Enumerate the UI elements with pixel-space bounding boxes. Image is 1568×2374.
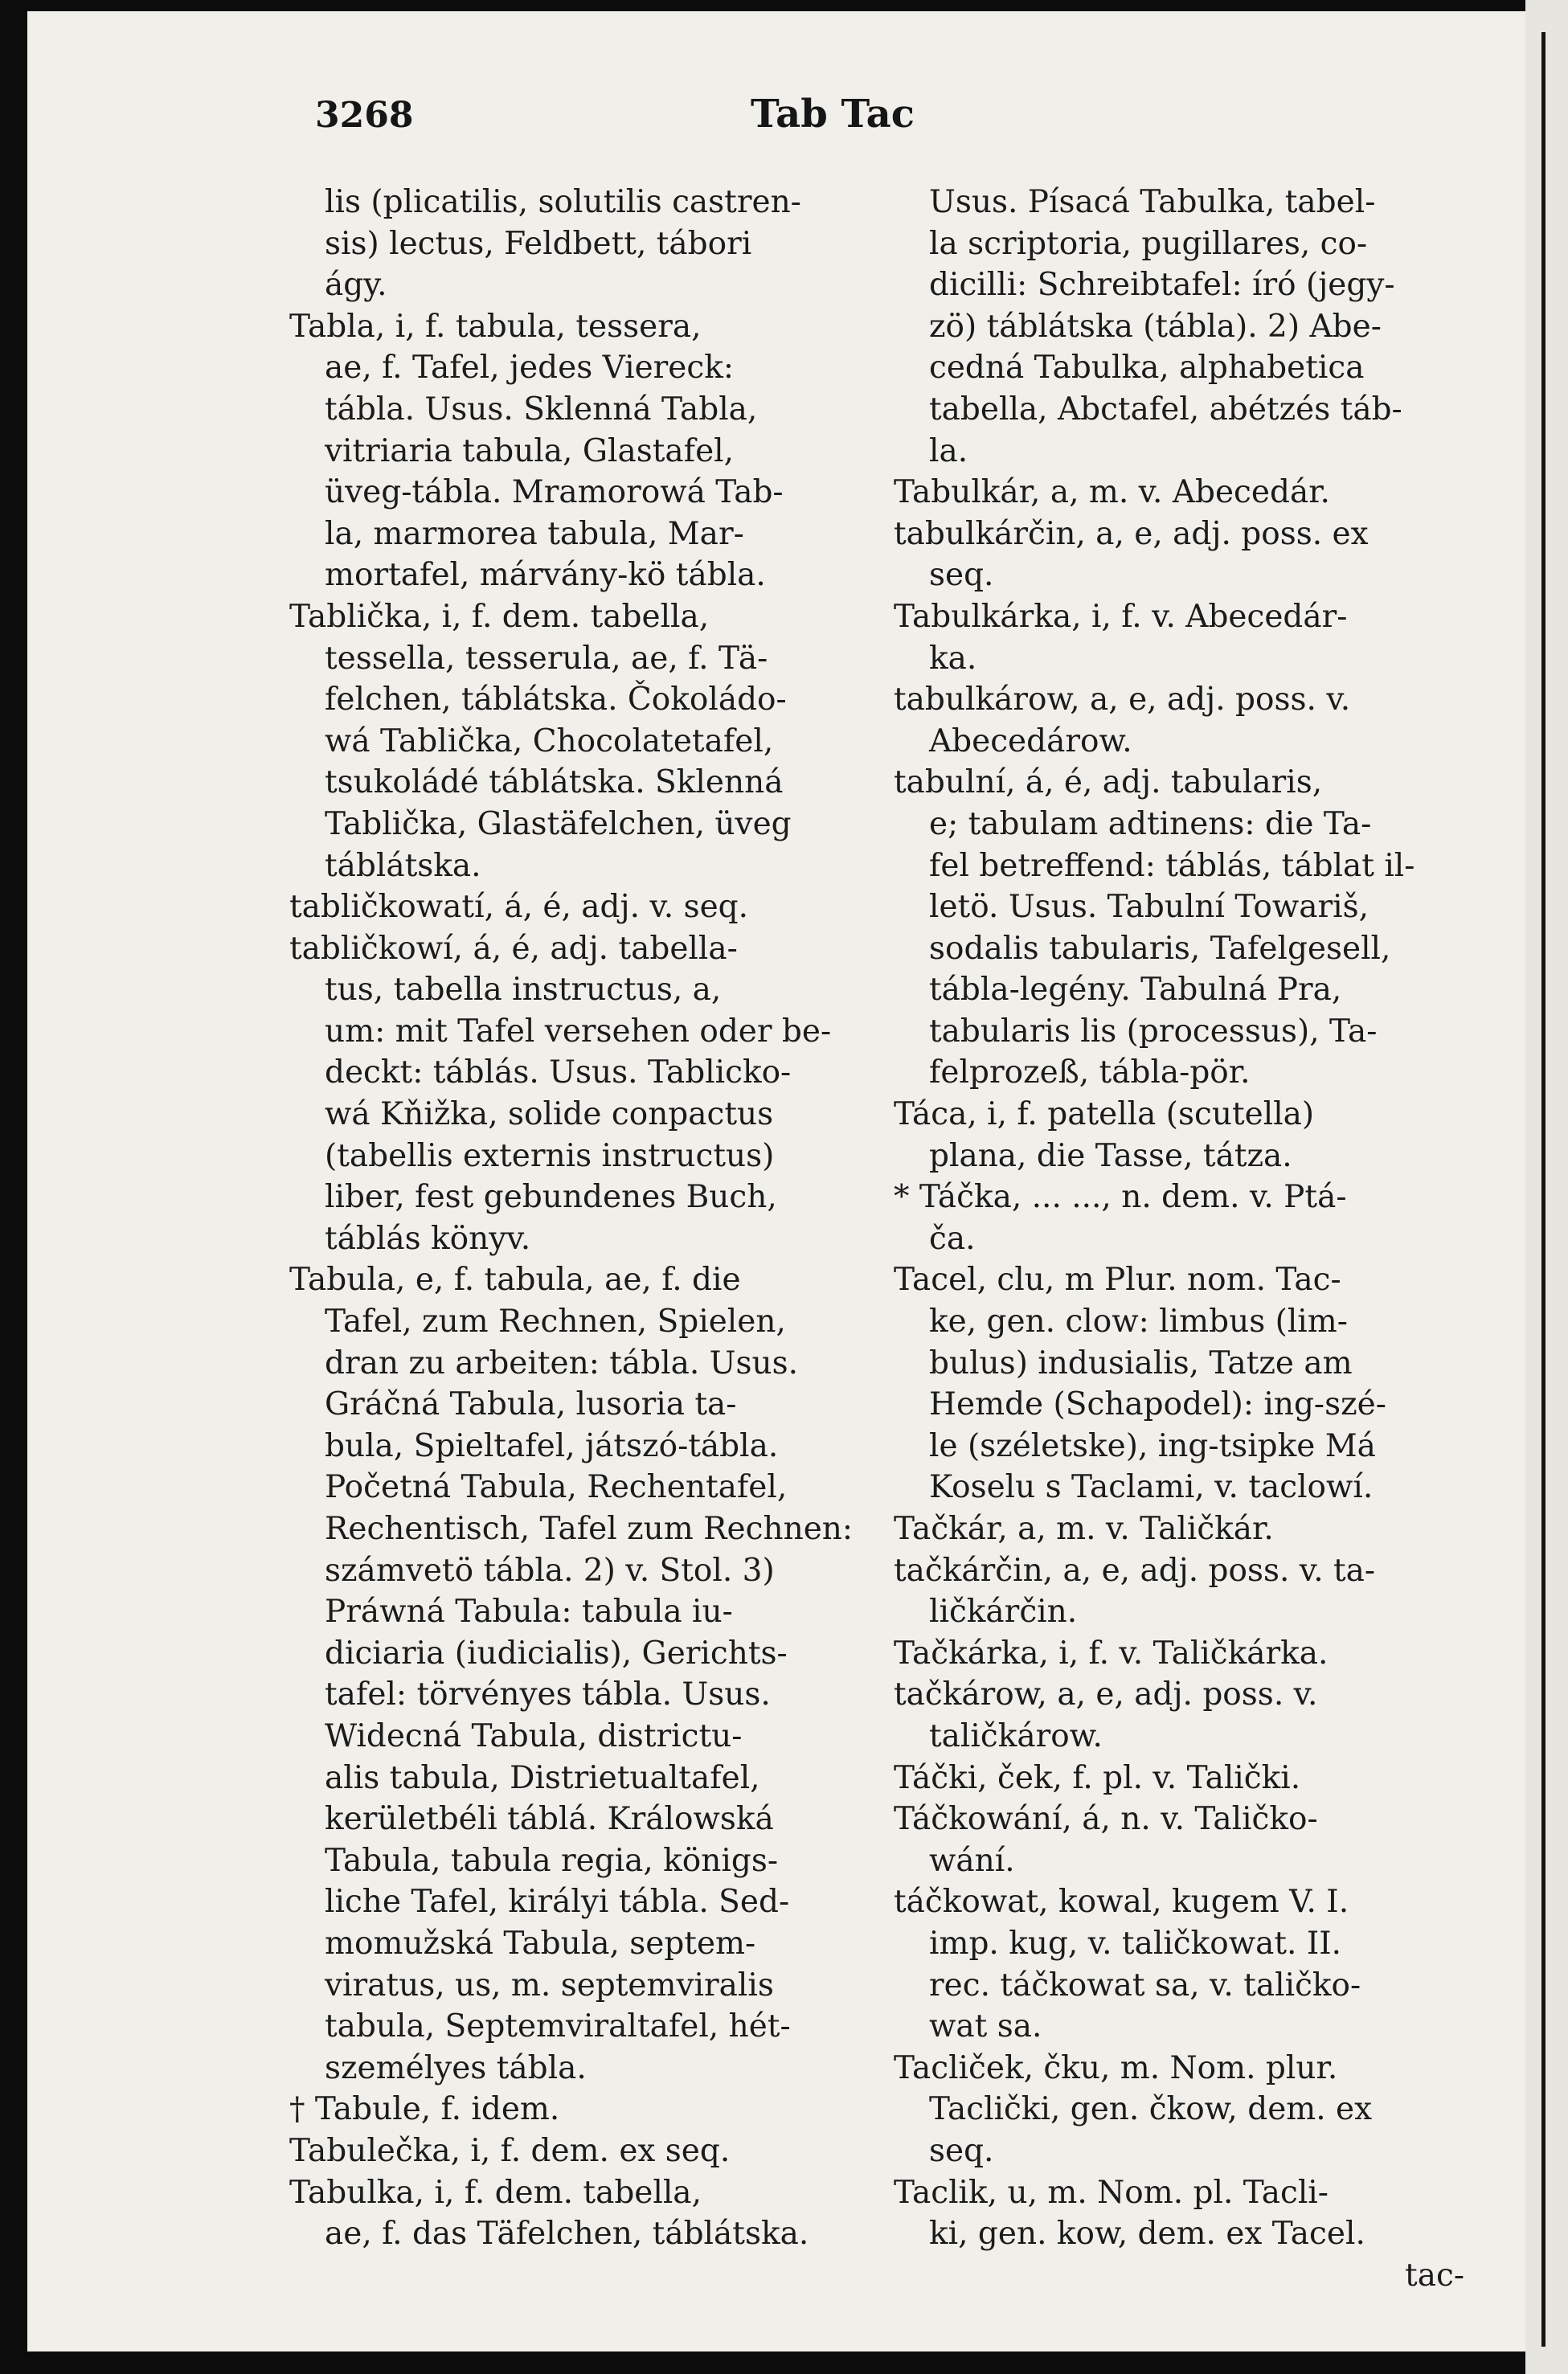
entry-line: tačkárčin, a, e, adj. poss. v. ta- — [894, 1552, 1376, 1589]
entry-line: liber, fest gebundenes Buch, — [325, 1179, 777, 1216]
entry-line: Usus. Písacá Tabulka, tabel- — [929, 184, 1376, 220]
entry-line: Abecedárow. — [929, 722, 1132, 759]
entry-line: bula, Spieltafel, játszó-tábla. — [325, 1427, 779, 1464]
entry-line: lis (plicatilis, solutilis castren- — [325, 184, 801, 220]
entry-line: Táčkowání, á, n. v. Taličko- — [894, 1801, 1318, 1838]
entry-line: tabličkowatí, á, é, adj. v. seq. — [289, 889, 749, 926]
entry-line: Početná Tabula, Rechentafel, — [325, 1469, 788, 1506]
entry-line: ka. — [929, 640, 977, 677]
entry-line: ličkárčin. — [929, 1594, 1078, 1631]
entry-line: wá Kňižka, solide conpactus — [325, 1096, 774, 1133]
entry-line: Widecná Tabula, districtu- — [325, 1717, 743, 1754]
entry-line: Taclički, gen. čkow, dem. ex — [929, 2091, 1373, 2128]
entry-line: tábla-legény. Tabulná Pra, — [929, 972, 1342, 1009]
dictionary-entry-tabula — [289, 1259, 889, 2089]
entry-line: zö) táblátska (tábla). 2) Abe- — [929, 308, 1382, 345]
entry-line: felprozeß, tábla-pör. — [929, 1054, 1251, 1091]
entry-line: Hemde (Schapodel): ing-szé- — [929, 1386, 1386, 1423]
entry-line: diciaria (iudicialis), Gerichts- — [325, 1635, 788, 1672]
entry-line: mortafel, márvány-kö tábla. — [325, 557, 766, 594]
entry-line: tabulní, á, é, adj. tabularis, — [894, 764, 1323, 801]
entry-line: számvetö tábla. 2) v. Stol. 3) — [325, 1552, 775, 1589]
entry-line: Tabulka, i, f. dem. tabella, — [289, 2174, 702, 2211]
entry-line: cedná Tabulka, alphabetica — [929, 350, 1365, 387]
dictionary-entry-tabulni — [894, 762, 1496, 1094]
entry-line: üveg-tábla. Mramorowá Tab- — [325, 474, 784, 511]
dictionary-entry-tackarka — [894, 1633, 1496, 1675]
entry-line: Tačkár, a, m. v. Taličkár. — [894, 1511, 1274, 1547]
entry-line: bulus) indusialis, Tatze am — [929, 1345, 1353, 1381]
entry-line: (tabellis externis instructus) — [325, 1137, 775, 1174]
running-head: Tab Tac — [751, 92, 915, 137]
entry-line: ágy. — [325, 267, 387, 304]
entry-line: Gráčná Tabula, lusoria ta- — [325, 1386, 737, 1423]
entry-line: tabulkárow, a, e, adj. poss. v. — [894, 682, 1351, 718]
dictionary-entry-tacka — [894, 1177, 1496, 1259]
entry-line: dicilli: Schreibtafel: író (jegy- — [929, 267, 1395, 304]
entry-line: Tafel, zum Rechnen, Spielen, — [325, 1304, 786, 1340]
entry-line: imp. kug, v. taličkowat. II. — [929, 1925, 1342, 1962]
entry-line: Tabulkár, a, m. v. Abecedár. — [894, 474, 1330, 511]
entry-line: Táca, i, f. patella (scutella) — [894, 1096, 1315, 1133]
dictionary-entry-tabule — [289, 2089, 889, 2130]
entry-line: tabula, Septemviraltafel, hét- — [325, 2008, 791, 2045]
entry-line: vitriaria tabula, Glastafel, — [325, 432, 735, 469]
entry-line: tus, tabella instructus, a, — [325, 972, 722, 1009]
entry-line: Rechentisch, Tafel zum Rechnen: — [325, 1511, 854, 1547]
dictionary-entry-tablicka — [289, 596, 889, 886]
left-column — [289, 182, 889, 2255]
page-edge-rule — [1541, 32, 1545, 2347]
entry-line: Tablička, i, f. dem. tabella, — [289, 598, 710, 635]
dictionary-page — [27, 11, 1525, 2351]
entry-line: ki, gen. kow, dem. ex Tacel. — [929, 2216, 1365, 2253]
entry-line: e; tabulam adtinens: die Ta- — [929, 805, 1372, 842]
entry-line: Taclik, u, m. Nom. pl. Tacli- — [894, 2174, 1329, 2211]
dictionary-entry-tabla — [289, 306, 889, 596]
entry-line: la. — [929, 432, 968, 469]
entry-line: kerületbéli táblá. Králowská — [325, 1801, 774, 1838]
entry-line: wání. — [929, 1842, 1015, 1879]
entry-line: személyes tábla. — [325, 2049, 587, 2086]
dictionary-entry-cont-usus — [894, 182, 1496, 472]
dictionary-entry-tabulkarow — [894, 679, 1496, 762]
entry-line: alis tabula, Distrietualtafel, — [325, 1759, 760, 1796]
entry-line: letö. Usus. Tabulní Towariš, — [929, 889, 1369, 926]
entry-line: deckt: táblás. Usus. Tablicko- — [325, 1054, 792, 1091]
entry-line: Tacel, clu, m Plur. nom. Tac- — [894, 1262, 1341, 1299]
entry-line: Táčki, ček, f. pl. v. Talički. — [894, 1759, 1301, 1796]
dictionary-entry-tabulkarka — [894, 596, 1496, 679]
entry-line: * Táčka, ... ..., n. dem. v. Ptá- — [894, 1179, 1347, 1216]
entry-line: Tabula, tabula regia, königs- — [325, 1842, 779, 1879]
dictionary-entry-taclicek — [894, 2048, 1496, 2172]
entry-line: tac- — [1405, 2257, 1464, 2294]
entry-line: seq. — [929, 2132, 994, 2169]
entry-line: seq. — [929, 557, 994, 594]
entry-line: tačkárow, a, e, adj. poss. v. — [894, 1676, 1318, 1713]
entry-line: plana, die Tasse, tátza. — [929, 1137, 1292, 1174]
dictionary-entry-tackar — [894, 1508, 1496, 1550]
entry-line: wat sa. — [929, 2008, 1042, 2045]
dictionary-entry-tackowat — [894, 1881, 1496, 2047]
entry-line: Tabulkárka, i, f. v. Abecedár- — [894, 598, 1348, 635]
dictionary-entry-catchword — [894, 2255, 1496, 2297]
dictionary-entry-tackarcin — [894, 1550, 1496, 1633]
dictionary-entry-tablickowati — [289, 886, 889, 928]
entry-line: viratus, us, m. septemviralis — [325, 1967, 774, 2004]
entry-line: ke, gen. clow: limbus (lim- — [929, 1304, 1348, 1340]
entry-line: tessella, tesserula, ae, f. Tä- — [325, 640, 768, 677]
entry-line: Tacliček, čku, m. Nom. plur. — [894, 2049, 1338, 2086]
dictionary-entry-taclik — [894, 2172, 1496, 2255]
entry-line: tabličkowí, á, é, adj. tabella- — [289, 930, 738, 967]
entry-line: taličkárow. — [929, 1717, 1103, 1754]
right-column — [894, 182, 1496, 2296]
entry-line: la, marmorea tabula, Mar- — [325, 515, 744, 552]
entry-line: tabella, Abctafel, abétzés táb- — [929, 391, 1402, 428]
dictionary-entry-tabulecka — [289, 2130, 889, 2172]
entry-line: ae, f. das Täfelchen, táblátska. — [325, 2216, 809, 2253]
entry-line: Tačkárka, i, f. v. Taličkárka. — [894, 1635, 1329, 1672]
entry-line: Tabula, e, f. tabula, ae, f. die — [289, 1262, 741, 1299]
entry-line: Tabulečka, i, f. dem. ex seq. — [289, 2132, 731, 2169]
entry-line: fel betreffend: táblás, táblat il- — [929, 847, 1415, 884]
dictionary-entry-tabulkar — [894, 472, 1496, 514]
entry-line: táblátska. — [325, 847, 481, 884]
entry-line: um: mit Tafel versehen oder be- — [325, 1013, 832, 1050]
entry-line: sis) lectus, Feldbett, tábori — [325, 225, 752, 262]
dictionary-entry-tacel — [894, 1259, 1496, 1508]
dictionary-entry-tacki — [894, 1758, 1496, 1799]
page-number: 3268 — [315, 95, 414, 136]
entry-line: sodalis tabularis, Tafelgesell, — [929, 930, 1391, 967]
dictionary-entry-cont-lis — [289, 182, 889, 306]
entry-line: Tablička, Glastäfelchen, üveg — [325, 805, 792, 842]
entry-line: Práwná Tabula: tabula iu- — [325, 1594, 733, 1631]
dictionary-entry-taca — [894, 1094, 1496, 1177]
dictionary-entry-tabulkarcin — [894, 514, 1496, 596]
entry-line: felchen, táblátska. Čokoládo- — [325, 682, 787, 718]
entry-line: ae, f. Tafel, jedes Viereck: — [325, 350, 734, 387]
entry-line: tábla. Usus. Sklenná Tabla, — [325, 391, 758, 428]
entry-line: rec. táčkowat sa, v. taličko- — [929, 1967, 1361, 2004]
entry-line: táčkowat, kowal, kugem V. I. — [894, 1884, 1349, 1921]
entry-line: le (széletske), ing-tsipke Má — [929, 1427, 1376, 1464]
entry-line: † Tabule, f. idem. — [289, 2091, 560, 2128]
entry-line: Koselu s Taclami, v. taclowí. — [929, 1469, 1374, 1506]
entry-line: la scriptoria, pugillares, co- — [929, 225, 1368, 262]
dictionary-entry-tackowani — [894, 1799, 1496, 1881]
entry-line: tabularis lis (processus), Ta- — [929, 1013, 1378, 1050]
entry-line: wá Tablička, Chocolatetafel, — [325, 722, 774, 759]
entry-line: tabulkárčin, a, e, adj. poss. ex — [894, 515, 1369, 552]
dictionary-entry-tackarow — [894, 1674, 1496, 1757]
entry-line: ča. — [929, 1220, 976, 1257]
entry-line: momužská Tabula, septem- — [325, 1925, 756, 1962]
dictionary-entry-tabulka — [289, 2172, 889, 2255]
dictionary-entry-tablickowi — [289, 928, 889, 1260]
next-page-edge — [1525, 0, 1568, 2374]
entry-line: táblás könyv. — [325, 1220, 531, 1257]
entry-line: dran zu arbeiten: tábla. Usus. — [325, 1345, 799, 1381]
entry-line: Tabla, i, f. tabula, tessera, — [289, 308, 702, 345]
entry-line: tafel: törvényes tábla. Usus. — [325, 1676, 771, 1713]
entry-line: tsukoládé táblátska. Sklenná — [325, 764, 784, 801]
entry-line: liche Tafel, királyi tábla. Sed- — [325, 1884, 790, 1921]
